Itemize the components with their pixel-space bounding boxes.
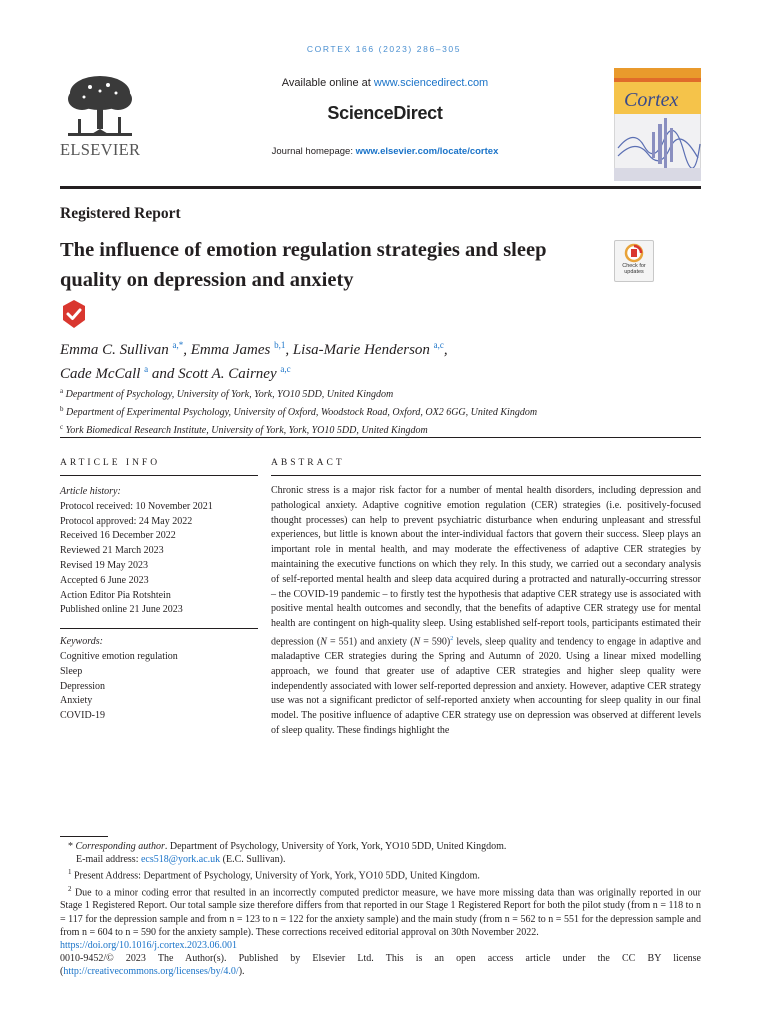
affiliation-list xyxy=(60,384,537,438)
header-divider xyxy=(60,186,701,189)
footnotes xyxy=(60,840,701,979)
footnote-divider xyxy=(60,836,108,837)
keyword: Cognitive emotion regulation xyxy=(60,650,178,662)
history-item: Published online 21 June 2023 xyxy=(60,604,183,616)
article-info xyxy=(60,485,260,724)
check-updates-label: Check for updates xyxy=(622,263,646,275)
author-email-link[interactable]: ecs518@york.ac.uk xyxy=(140,854,221,866)
article-title: The influence of emotion regulation strategies and sleep quality on depression and anxiety xyxy=(60,239,547,291)
abstract-divider xyxy=(271,475,701,476)
keywords-label: Keywords: xyxy=(60,636,103,648)
elsevier-tree-logo xyxy=(60,73,140,144)
footnote-2-ref[interactable]: 2 xyxy=(450,635,454,642)
history-item: Received 16 December 2022 xyxy=(60,530,176,542)
article-info-divider xyxy=(60,475,258,476)
check-for-updates-button[interactable] xyxy=(614,240,654,282)
keyword: Depression xyxy=(60,680,105,692)
sciencedirect-link[interactable]: www.sciencedirect.com xyxy=(373,77,489,89)
author: Emma C. Sullivan $^{a,*}$, xyxy=(60,340,191,358)
footnote-2: $^2$ Due to a minor coding error that resulted in an incorrectly computed predictor measure, we have more missing data than was originally reported in our Stage 1 Registered Report. Our total sample size therefore differs from that reported in our Stage 1 Registered Report for both the pilot study (from n = 118 to n = 117 for the depression sample and from n = 123 to n = 122 for the anxiety sample) and the main study (from n = 562 to n = 551 for the depression sample and from n = 604 to n = 590 for the anxiety sample). These corrections received editorial approval on 30th November 2022. xyxy=(60,884,701,938)
author: Cade McCall $^a$ and xyxy=(60,364,179,382)
journal-homepage-line xyxy=(170,146,600,157)
history-item: Protocol approved: 24 May 2022 xyxy=(60,515,193,527)
email-note: E-mail address: ecs518@york.ac.uk (E.C. Sullivan). xyxy=(76,854,286,866)
keywords-divider xyxy=(60,618,258,629)
license-line: 0010-9452/© 2023 The Author(s). Published by Elsevier Ltd. This is an open access article under the CC BY license (http://creativecommons.org/licenses/by/4.0/). xyxy=(60,953,701,978)
author-list xyxy=(60,336,700,384)
journal-cover-image xyxy=(614,68,701,181)
affiliation: $^a$ Department of Psychology, University of York, York, YO10 5DD, United Kingdom xyxy=(60,387,394,400)
affiliation: $^c$ York Biomedical Research Institute, University of York, York, YO10 5DD, United Kingdom xyxy=(60,423,428,436)
history-item: Accepted 6 June 2023 xyxy=(60,574,149,586)
abstract-text: Chronic stress is a major risk factor for a number of mental health disorders, including depression and pathological anxiety. Adaptive cognitive emotion regulation (CER) strategies (i.e. positively-focused thought processes) can help to prevent psychiatric disturbance when enduring unpleasant and stressful experiences, but little is known about the inter-individual factors that govern their success. Sleep plays an important role in mental health, and may moderate the effectiveness of adaptive CER strategies by maintaining the executive functions on which they rely. In this study, we carried out a secondary analysis of self-reported mental health and sleep data acquired during a protracted and naturally-occurring stressor – the COVID-19 pandemic – to firstly test the hypothesis that adaptive CER strategy use is associated with positive mental health outcomes and secondly, that the benefits of adaptive CER strategy use for mental health are contingent on high-quality sleep. Using established self-report tools, participants estimated their depression (N = 551) and anxiety (N = 590)$^2$ levels, sleep quality and tendency to engage in adaptive and maladaptive CER strategies during the Spring and Autumn of 2020. Using a linear mixed modelling approach, we found that greater use of adaptive CER strategies and higher sleep quality were independently associated with lower self-reported depression and anxiety. However, adaptive CER strategy use was not a significant predictor of self-reported anxiety when accounting for sleep quality in our final model. The positive influence of adaptive CER strategy use on depression was observed at different levels of sleep quality. These findings highlight the xyxy=(271,485,701,737)
author: Lisa-Marie Henderson $^{a,c}$, xyxy=(292,340,448,358)
journal-homepage-link[interactable]: www.elsevier.com/locate/cortex xyxy=(355,146,499,157)
author: Scott A. Cairney $^{a,c}$ xyxy=(178,364,291,382)
history-item: Protocol received: 10 November 2021 xyxy=(60,500,213,512)
author: Emma James $^{b,1}$, xyxy=(190,340,293,358)
corresponding-author-note: * Corresponding author. Department of Psychology, University of York, York, YO10 5DD, United Kingdom. xyxy=(68,841,507,852)
available-online-line xyxy=(170,77,600,89)
history-item: Reviewed 21 March 2023 xyxy=(60,545,164,557)
article-info-heading: ARTICLE INFO xyxy=(60,458,161,468)
cover-title: Cortex xyxy=(624,89,679,111)
open-access-check-icon xyxy=(61,300,87,328)
footnote-1: $^1$ Present Address: Department of Psychology, University of York, York, YO10 5DD, United Kingdom. xyxy=(68,868,480,882)
license-link[interactable]: http://creativecommons.org/licenses/by/4.0/ xyxy=(63,966,239,978)
homepage-prefix: Journal homepage: xyxy=(271,146,356,157)
affiliation: $^b$ Department of Experimental Psychology, University of Oxford, Woodstock Road, Oxford, OX2 6GG, United Kingdom xyxy=(60,405,538,418)
sciencedirect-title: ScienceDirect xyxy=(327,103,443,123)
check-updates-icon xyxy=(615,241,653,263)
keyword: Anxiety xyxy=(60,695,93,707)
history-item: Action Editor Pia Rotshtein xyxy=(60,589,171,601)
article-type: Registered Report xyxy=(60,205,181,222)
available-prefix: Available online at xyxy=(281,77,374,89)
abstract-heading: ABSTRACT xyxy=(271,458,345,468)
keyword: COVID-19 xyxy=(60,710,105,722)
keyword: Sleep xyxy=(60,665,83,677)
journal-citation-line: CORTEX 166 (2023) 286–305 xyxy=(306,44,462,54)
doi-line xyxy=(60,939,701,952)
elsevier-wordmark: ELSEVIER xyxy=(60,140,141,159)
article-history-label: Article history: xyxy=(60,486,121,497)
affiliation-divider xyxy=(60,437,701,438)
history-item: Revised 19 May 2023 xyxy=(60,559,149,571)
doi-link[interactable]: https://doi.org/10.1016/j.cortex.2023.06.001 xyxy=(60,940,238,952)
